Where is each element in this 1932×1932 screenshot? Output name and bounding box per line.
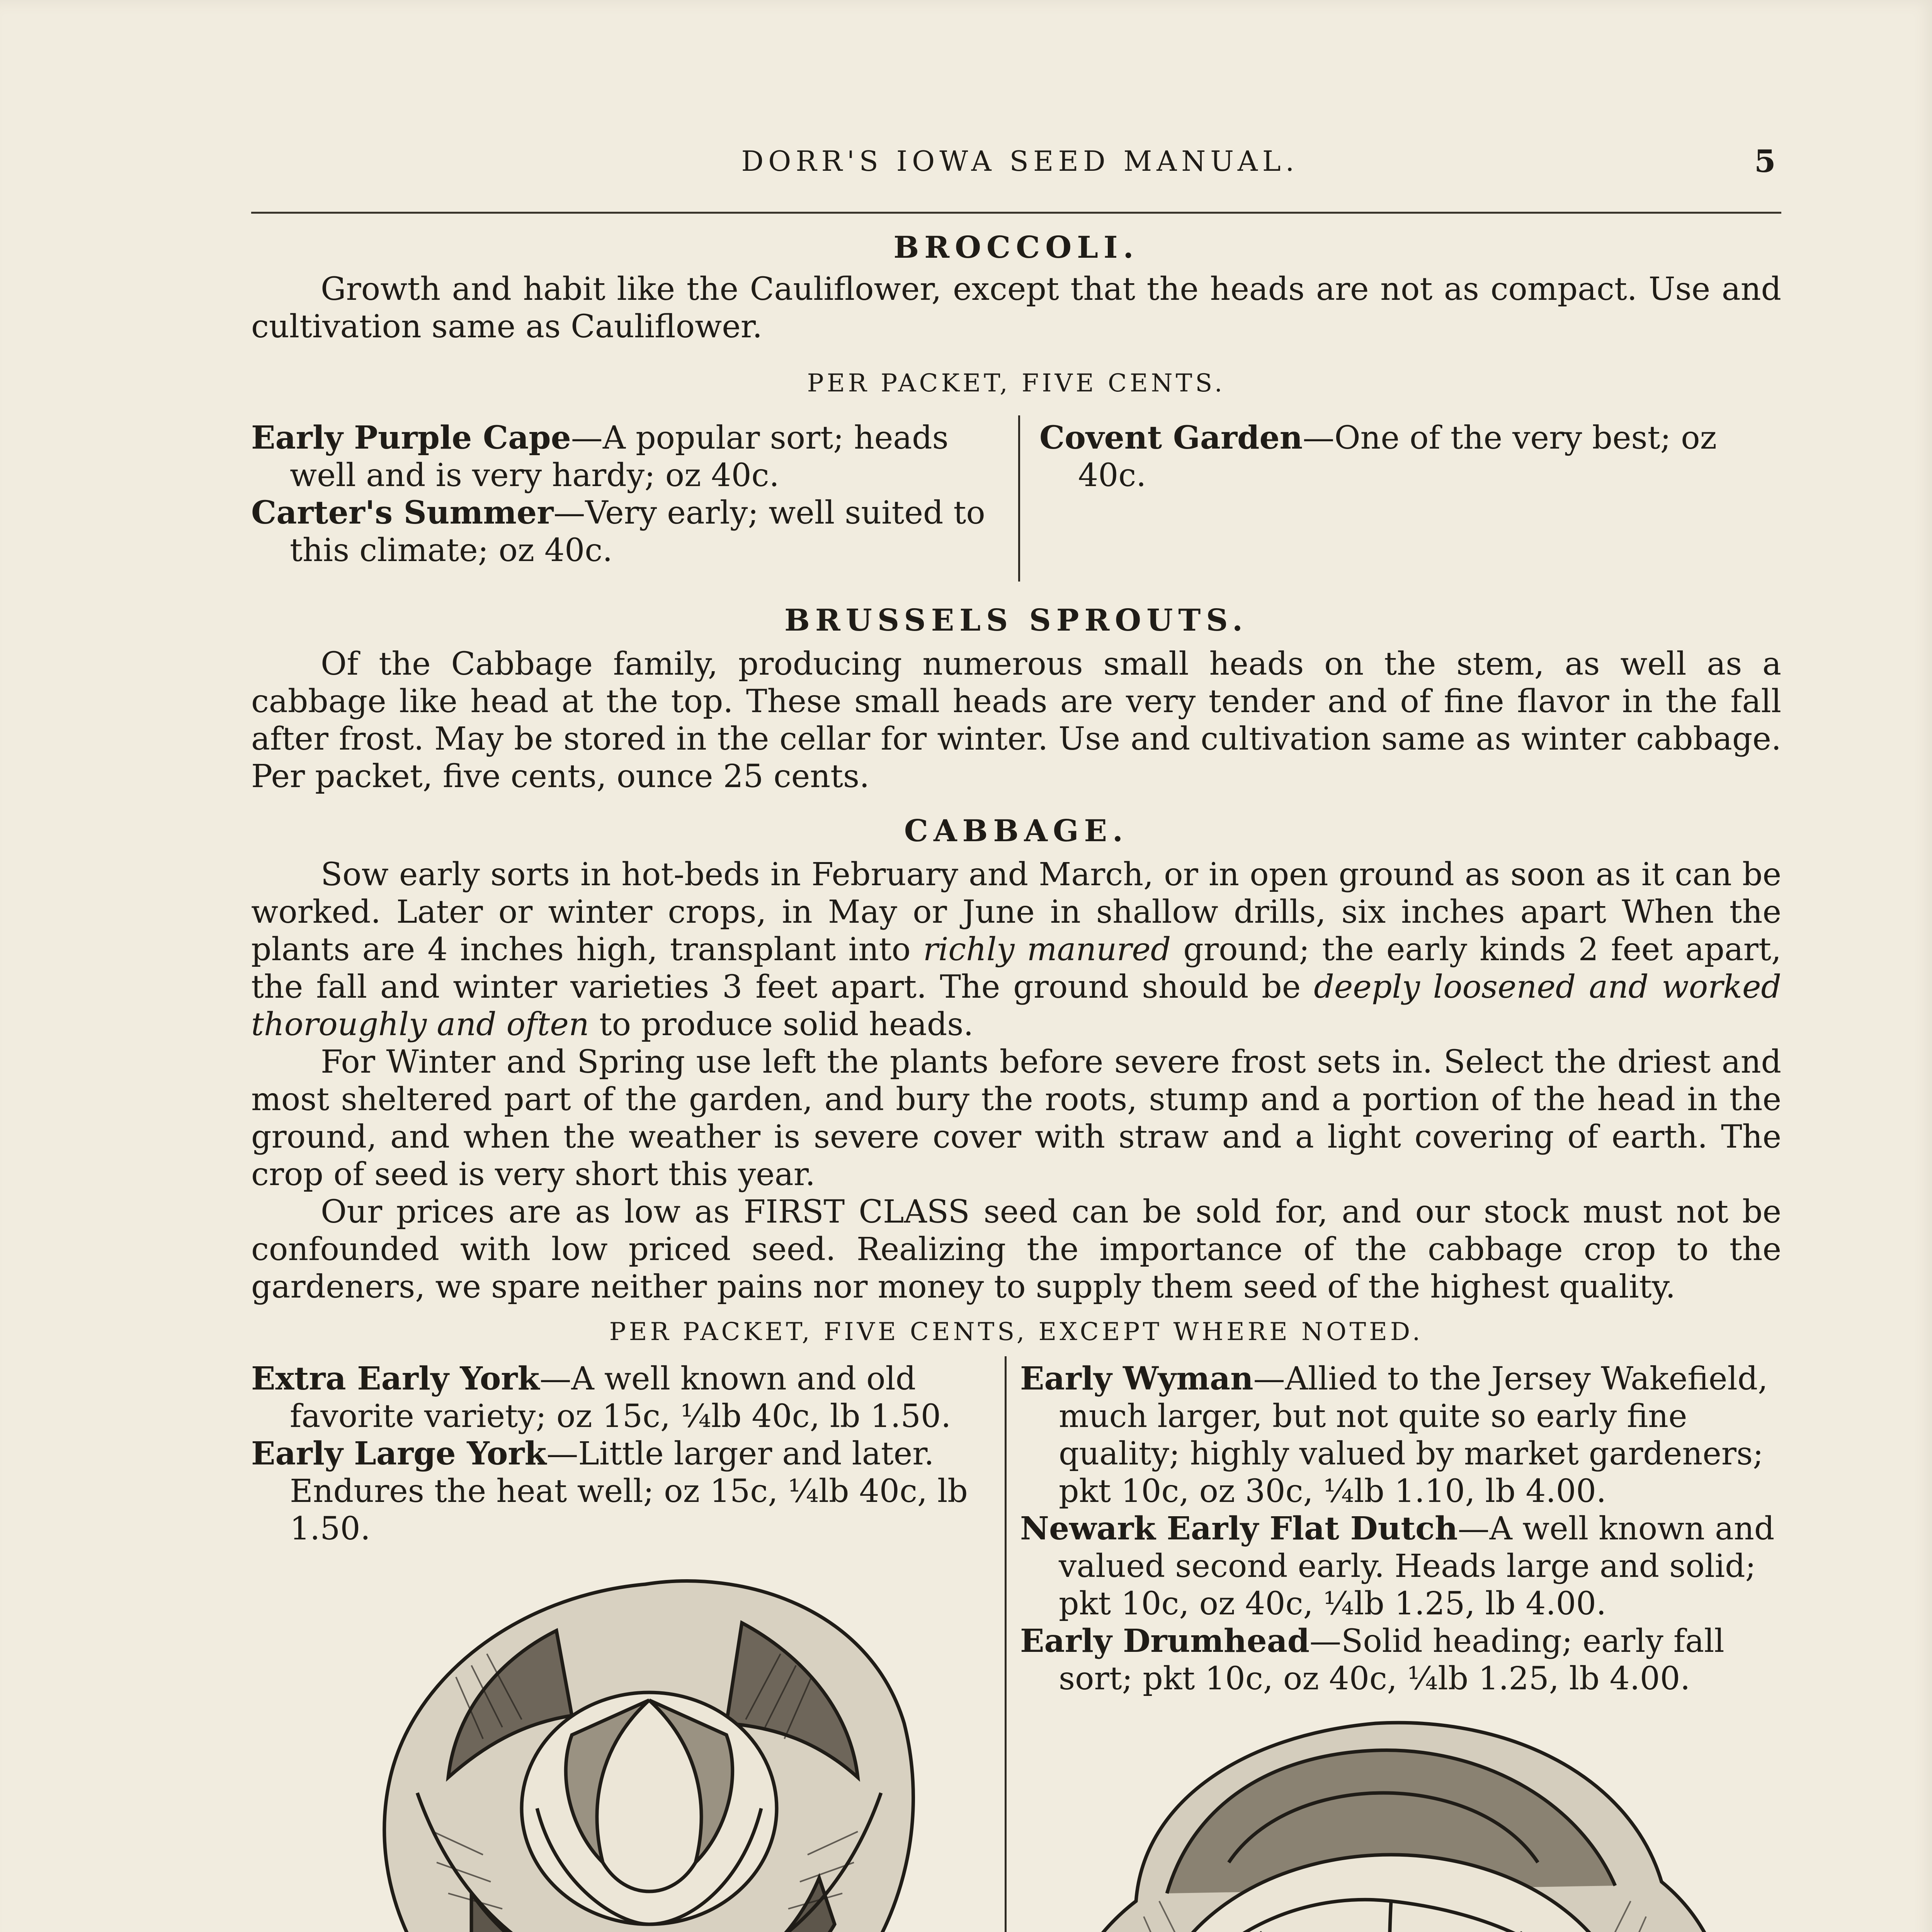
jersey-wakefield-cabbage-illustration — [355, 1561, 935, 1932]
cabbage-paragraph-3: Our prices are as low as FIRST CLASS seed can be sold for, and our stock must not be confounded with low priced seed. Realizing the importance of the cabbage crop to the gardeners, we spare neither pains nor money to supply them seed of the highest quality. — [251, 1194, 1781, 1305]
column-divider — [1018, 415, 1020, 582]
variety-name: Early Large York — [251, 1435, 547, 1472]
list-item — [1020, 1622, 1781, 1697]
cabbage-right-top — [1020, 1360, 1781, 1697]
variety-name: Early Drumhead — [1020, 1622, 1310, 1660]
variety-desc: —A popular sort; heads well and is very hardy; oz 40c. — [290, 420, 949, 494]
variety-name: Covent Garden — [1039, 419, 1303, 456]
variety-desc: —Solid heading; early fall sort; pkt 10c, oz 40c, ¼lb 1.25, lb 4.00. — [1059, 1623, 1725, 1697]
broccoli-intro — [251, 270, 1781, 345]
column-divider — [1005, 1356, 1007, 1932]
cabbage-price-note: PER PACKET, FIVE CENTS, EXCEPT WHERE NOTED. — [609, 1318, 1423, 1346]
cabbage-heading: CABBAGE. — [904, 813, 1129, 849]
list-item — [251, 494, 1009, 569]
variety-desc: —A well known and old favorite variety; oz 15c, ¼lb 40c, lb 1.50. — [290, 1361, 951, 1435]
brussels-heading: BRUSSELS SPROUTS. — [784, 603, 1248, 638]
brussels-intro — [251, 645, 1781, 795]
broccoli-price-note: PER PACKET, FIVE CENTS. — [807, 369, 1226, 398]
variety-name: Early Wyman — [1020, 1360, 1253, 1397]
variety-name: Early Purple Cape — [251, 419, 571, 456]
broccoli-left-column — [251, 419, 1009, 569]
cabbage-paragraph-2: For Winter and Spring use left the plants before severe frost sets in. Select the driest and most sheltered part of the garden, and bury the roots, stump and a portion of the head in the ground, and when the weather is severe cover with straw and a light covering of earth. The crop of seed is very short this year. — [251, 1044, 1781, 1193]
variety-name: Carter's Summer — [251, 494, 554, 531]
cabbage-left-top — [251, 1360, 989, 1548]
header-rule — [251, 212, 1781, 214]
cabbage-intro — [251, 856, 1781, 1306]
page-number: 5 — [1754, 143, 1776, 179]
broccoli-right-column — [1039, 419, 1781, 494]
variety-name: Newark Early Flat Dutch — [1020, 1510, 1458, 1547]
fottlers-brunswick-cabbage-illustration — [1028, 1700, 1762, 1932]
list-item — [251, 1360, 989, 1435]
emphasis: deeply loosened and worked thoroughly and often — [251, 969, 1781, 1043]
list-item — [251, 1435, 989, 1548]
variety-desc: —A well known and valued second early. Heads large and solid; pkt 10c, oz 40c, ¼lb 1.25, lb 4.00. — [1059, 1510, 1775, 1622]
list-item — [1020, 1510, 1781, 1622]
brussels-text: Of the Cabbage family, producing numerous small heads on the stem, as well as a cabbage like head at the top. These small heads are very tender and of fine flavor in the fall after frost. May be stored in the cellar for winter. Use and cultivation same as winter cabbage. Per packet, five cents, ounce 25 cents. — [251, 646, 1781, 795]
running-header: DORR'S IOWA SEED MANUAL. — [741, 145, 1299, 177]
variety-desc: —One of the very best; oz 40c. — [1078, 420, 1717, 494]
variety-name: Extra Early York — [251, 1360, 540, 1397]
cabbage-paragraph-1: Sow early sorts in hot-beds in February and March, or in open ground as soon as it can be worked. Later or winter crops, in May or June in shallow drills, six inches apart When the plants are 4 inches high, transplant into richly manured ground; the early kinds 2 feet apart, the fall and winter varieties 3 feet apart. The ground should be deeply loosened and worked thoroughly and often to produce solid heads. — [251, 856, 1781, 1043]
list-item — [1039, 419, 1781, 494]
broccoli-heading: BROCCOLI. — [893, 230, 1139, 265]
list-item — [251, 419, 1009, 494]
broccoli-text: Growth and habit like the Cauliflower, except that the heads are not as compact. Use and cultivation same as Cauliflower. — [251, 271, 1781, 345]
variety-desc: —Very early; well suited to this climate; oz 40c. — [290, 495, 985, 569]
variety-desc: —Little larger and later. Endures the heat well; oz 15c, ¼lb 40c, lb 1.50. — [290, 1435, 968, 1547]
emphasis: richly manured — [923, 931, 1171, 968]
variety-desc: —Allied to the Jersey Wakefield, much larger, but not quite so early fine quality; highly valued by market gardeners; pkt 10c, oz 30c, ¼lb 1.10, lb 4.00. — [1059, 1361, 1768, 1510]
list-item — [1020, 1360, 1781, 1510]
